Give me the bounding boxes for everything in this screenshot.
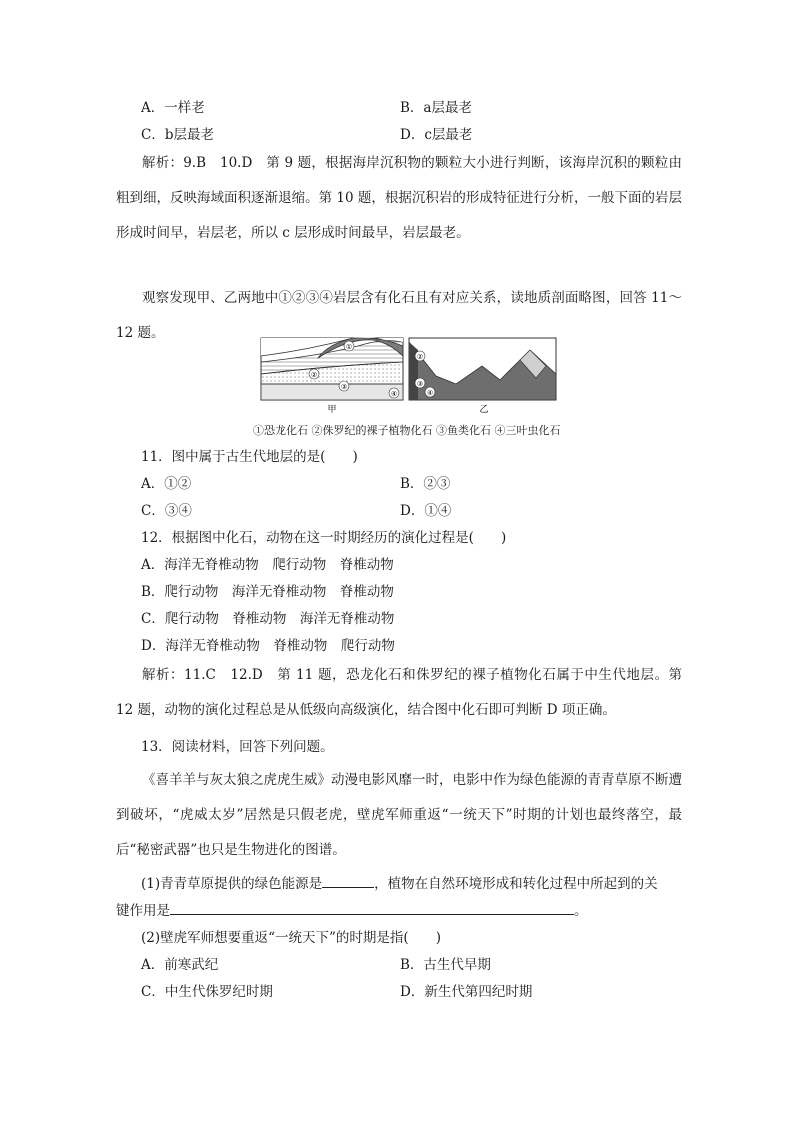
q13-sub1-text-b: ，植物在自然环境形成和转化过程中所起到的关 <box>374 876 658 892</box>
q13-sub1-line1 <box>141 872 658 892</box>
intro-11-12: 观察发现甲、乙两地中①②③④岩层含有化石且有对应关系，读地质剖面略图，回答 11～12 题。 <box>116 290 682 341</box>
label-jia: 甲 <box>327 405 337 415</box>
answer-blank-1[interactable] <box>322 873 374 888</box>
figure-caption: ①恐龙化石 ②侏罗纪的裸子植物化石 ③鱼类化石 ④三叶虫化石 <box>253 424 561 437</box>
marker-4-yi: ④ <box>426 389 434 397</box>
q13-option-b: B．古生代早期 <box>400 957 491 973</box>
marker-4: ④ <box>390 390 398 398</box>
profile-jia <box>261 338 403 401</box>
q11-stem: 11．图中属于古生代地层的是( ) <box>141 449 358 465</box>
q13-stem: 13．阅读材料，回答下列问题。 <box>141 739 334 755</box>
marker-3-yi: ③ <box>416 380 424 388</box>
marker-2: ② <box>310 371 318 379</box>
q12-option-b: B．爬行动物 海洋无脊椎动物 脊椎动物 <box>141 584 394 600</box>
q11-option-d: D．①④ <box>400 503 452 519</box>
q10-option-c: C．b层最老 <box>141 127 214 143</box>
q13-sub1-end: 。 <box>574 903 588 919</box>
geological-profile-figure <box>253 336 578 444</box>
q13-material: 《喜羊羊与灰太狼之虎虎生威》动漫电影风靡一时，电影中作为绿色能源的青青草原不断遭到破坏，“虎威太岁”居然是只假老虎，壁虎军师重返“一统天下”时期的计划也最终落空，最后“秘密武器”也只是生物进化的图谱。 <box>116 772 682 858</box>
q13-option-a: A．前寒武纪 <box>141 957 219 973</box>
analysis-9-10: 解析：9.B 10.D 第 9 题，根据海岸沉积物的颗粒大小进行判断，该海岸沉积的颗粒由粗到细，反映海域面积逐渐退缩。第 10 题，根据沉积岩的形成特征进行分析，一般下面的岩层形成时间早，岩层老，所以 c 层形成时间最早，岩层最老。 <box>116 155 682 241</box>
q12-stem: 12．根据图中化石，动物在这一时期经历的演化过程是( ) <box>141 530 507 546</box>
q13-option-d: D．新生代第四纪时期 <box>400 984 533 1000</box>
analysis-11-12: 解析：11.C 12.D 第 11 题，恐龙化石和侏罗纪的裸子植物化石属于中生代地层。第 12 题，动物的演化过程总是从低级向高级演化，结合图中化石即可判断 D 项正确。 <box>116 667 682 718</box>
label-yi: 乙 <box>479 405 489 415</box>
q12-option-d: D．海洋无脊椎动物 脊椎动物 爬行动物 <box>141 638 395 654</box>
q12-option-c: C．爬行动物 脊椎动物 海洋无脊椎动物 <box>141 611 395 627</box>
q13-sub1-line2 <box>116 899 588 919</box>
q13-sub1-text-a: (1)青青草原提供的绿色能源是 <box>141 876 323 892</box>
q11-option-b: B．②③ <box>400 476 451 492</box>
q13-option-c: C．中生代侏罗纪时期 <box>141 984 273 1000</box>
marker-1: ① <box>345 343 353 351</box>
marker-3: ③ <box>340 383 348 391</box>
q12-option-a: A．海洋无脊椎动物 爬行动物 脊椎动物 <box>141 557 394 573</box>
answer-blank-2[interactable] <box>170 900 574 915</box>
q13-sub2-stem: (2)壁虎军师想要重返“一统天下”的时期是指( ) <box>141 930 441 946</box>
q10-option-b: B．a层最老 <box>400 100 472 116</box>
marker-2-yi: ② <box>416 353 424 361</box>
profile-yi <box>409 338 556 400</box>
q11-option-a: A．①② <box>141 476 192 492</box>
q10-option-a: A．一样老 <box>141 100 205 116</box>
q13-sub1-text-c: 键作用是 <box>116 903 170 919</box>
q11-option-c: C．③④ <box>141 503 192 519</box>
q10-option-d: D．c层最老 <box>400 127 473 143</box>
